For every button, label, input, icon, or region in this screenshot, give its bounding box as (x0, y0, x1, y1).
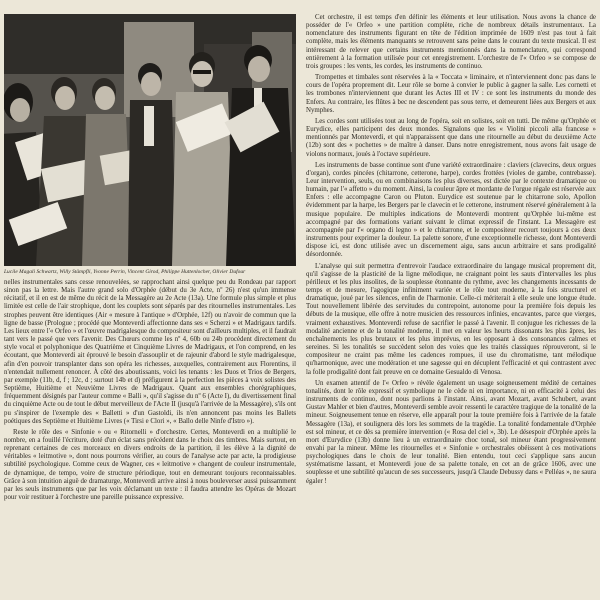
right-paragraph-3: Les cordes sont utilisées tout au long de l'opéra, soit en solistes, soit en tutti. De même qu'Orphée et Eurydice, elles participent des deux mondes. Signalons que les « Violini piccoli alla francese » mentionnés par Monteverdi, et qui n'apparaissent que dans une ritournelle au début du deuxième Acte (12b) sont des « pochettes » de maître à danser. Dans notre enregistrement, nous avons fait usage de violons normaux, joués à l'octave supérieure. (306, 117, 596, 158)
right-paragraph-4: Les instruments de basse continue sont d'une variété extraordinaire : claviers (clavecins, deux orgues d'organ), cordes pincées (chitarrone, cetterone, harpe), cordes frottées (violes de gambe, contrebasse). Leur intervention, seuls, ou en combinaisons les plus diverses, est dictée par le contexte dramatique ou humain, par l'« affetto » du moment. Ainsi, la couleur âpre et mordante de l'orgue régale est réservée aux Enfers : elle accompagne Caron ou Pluton. Eurydice est soutenue par le chitarrone solo, Apollon évidemment par la harpe, les Bergers par le clavecin et le cetterone, instrument réservé généralement à la musique populaire. De multiples indications de Monteverdi montrent qu'Orphée lui-même est accompagné par des formations variant suivant le climat expressif de l'instant. La Messagère est accompagnée par l'« organo di legno » et le chitarrone, et le compositeur recourt toujours à ces deux instruments pour exprimer la douleur. La palette sonore, d'une exceptionnelle richesse, dont Monteverdi dispose ici, est donc utilisée avec un discernement aigu, sans aucun arbitraire et sans prodigalité désordonnée. (306, 161, 596, 259)
left-paragraph-1: nelles instrumentales sans cesse renouvelées, se rapprochant ainsi quelque peu du Rondeau par rapport sinon pas la lettre. Mais l'autre grand solo d'Orphée (début du 3e Acte, nº 26) n'est qu'un immense récitatif, et il en est de même du récit de la Messagère au 2e Acte (13a). Une formule plus simple et plus limitée est celle de l'air strophique, dont les couplets sont séparés par des ritournelles instrumentales. Les strophes peuvent être identiques (Air « mesure à l'antique » d'Orphée, 12f) ou n'avoir de commun que la ligne de basse (Prologue ; procédé que Monteverdi affectionne dans ses « Scherzi » et Madrigaux tardifs. Les lieux entre l'« Orfeo » et l'œuvre madrigalesque du compositeur sont d'ailleurs multiples, et il faudrait tant vers le passé que vers l'avenir. Des Chœurs comme les nº 4, 60b ou 24b procèdent directement du style vocal et polyphonique des Quatrième et Cinquième Livres de Madrigaux, et l'on comprend, en les écoutant, que Monteverdi ait éprouvé le besoin d'assouplir et de rajeunir d'abord le style madrigalesque, afin d'en pouvoir transplanter dans son opéra les richesses, auxquelles, contrairement aux Florentins, il n'entendait nullement renoncer. À côté des aboutissants, voici les tenants : les Duos et Trios de Bergers, par exemple (11b, d, f ; 12c, d ; surtout 14b et d) préfigurent à la perfection les pièces à voix solistes des Septième, Huitième et Neuvième Livres de Madrigaux. Quant aux ensembles chorégraphiques, fréquemment désignés par l'auteur comme « Balli », qu'il s'agisse du nº 6 (Acte I), du divertissement final du cinquième Acte ou de tout le début merveilleux de l'Acte II (jusqu'à l'arrivée de la Messagère), s'ils ont pu s'inspirer de l'exemple des « Balletti » d'un Gastoldi, ils n'en annoncent pas moins les Ballets poétiques des Septième et Huitième Livres (« Tirsi e Clori », « Ballo delle Ninfe d'Istro »). (4, 279, 296, 425)
right-paragraph-1: Cet orchestre, il est temps d'en définir les éléments et leur utilisation. Nous avons la chance de posséder de l'« Orfeo » une partition complète, riche de nombreux détails instrumentaux. La nomenclature des instruments figurant en tête de l'édition imprimée de 1609 n'est pas tout à fait complète, mais les éléments manquants se retrouvent sans peine dans le courant du texte musical. Il est intéressant de relever que certains instruments mentionnés dans la nomenclature, qui correspond entièrement à la formation utilisée pour cet enregistrement. L'orchestre de l'« Orfeo » se compose de trois groupes : les vents, les cordes, les instruments de continuo. (306, 14, 596, 70)
singers-illustration (4, 14, 296, 266)
right-column (306, 14, 596, 594)
right-paragraph-5: L'analyse qui suit permettra d'entrevoir l'audace extraordinaire du langage musical proprement dit, qu'il s'agisse de la plasticité de la ligne mélodique, ne craignant point les sauts d'intervalles les plus périlleux et les plus insolites, de la souplesse étonnante du rythme, avec les changements incessants de temps et de mesure, l'agogique infiniment variée et le rôle tout moderne, à la fois structurel et dramatique, joué par les silences, enfin de l'harmonie. Celle-ci mériterait à elle seule une longue étude. Tout nouvellement libérée des servitudes du contrepoint, autonome pour la première fois depuis les débuts de la musique, elle offre à notre musicien des ressources infinies, encavantes, parce que vierges, vraiment exhaustives. Monteverdi refuse de sacrifier le passé à l'avenir. Il conjugue les richesses de la modalité ancienne et de la tonalité moderne, il met en valeur les heurts dissonants les plus âpres, les enchaînements les plus brutaux et les plus imprévus, en les opposant à des consonances calmes et sereines. Si les tonalités se succèdent selon des voies que les traités classiques réprouveront, si le compositeur ne craint pas même les cadences rompues, il use du chromatisme, tant mélodique qu'harmonique, avec une modération et une sagesse qui en décuplent l'efficacité et qui contrastent avec la folle prodigalité dont fait preuve en ce domaine Gesualdo di Venosa. (306, 262, 596, 376)
left-paragraph-2: Reste le rôle des « Sinfonie » ou « Ritornelli » d'orchestre. Certes, Monteverdi en a multiplié le nombre, en a fouillé l'écriture, doté d'un éclat sans précédent dans le choix des timbres. Mais surtout, en reprenant certaines de ces morceaux en divers endroits de la partition, il les élève à la dignité de véritables « leitmotive », dont nous pourrons vérifier, au cours de l'analyse acte par acte, la prodigieuse subtilité psychologique. Comme ceux de Wagner, ces « leitmotive » changent de couleur instrumentale, de dynamique, de tempo, voire de structure périodique, tout en demeurant toujours reconnaissables. Grâce à son intuition aiguë de dramaturge, Monteverdi arrive ainsi à nous bouleverser aussi puissamment par les seuls instruments que par les voix déclamant un texte : il faudra attendre les Opéras de Mozart pour voir restituer à l'orchestre une pareille puissance expressive. (4, 428, 296, 502)
right-paragraph-2: Trompettes et timbales sont réservées à la « Toccata » liminaire, et n'interviennent donc pas dans le cours de l'opéra proprement dit. Leur rôle se borne à convier le public à gagner la salle. Les cornetti et les trombones n'interviennent que durant les Actes III et IV : ce sont les instruments du monde des Enfers. Au contraire, les flûtes à bec ne descendent pas sous terre, et demeurent liées aux Bergers et aux Nymphes. (306, 74, 596, 114)
right-paragraph-6: Un examen attentif de l'« Orfeo » révèle également un usage soigneusement médité de certaines tonalités, dont le rôle expressif et symbolique ne le cède ni en importance, ni en efficacité à celui des instruments de continuo, dont nous parlions à l'instant. Ainsi, avant Mozart, avant Schubert, avant Gustav Mahler et bien d'autres, Monteverdi semble avoir ressenti le caractère tragique de la tonalité de la mineur. Soigneusement tenue en réserve, elle apparaît pour la toute première fois à l'arrivée de la fatale Messagère (13a), et soulignera dès lors les sommets de la tragédie. La tonalité fondamentale d'Orphée est sol mineur, et ce dès sa première intervention (« Rosa del ciel », 3b). Le désespoir d'Orphée après la mort d'Eurydice (13b) donne lieu à un extraordinaire choc tonal, sol mineur étant progressivement envahi par la mineur. Même les ritournelles et « Sinfonie » orchestrales obéissent à ces motivations psychologiques dans le choix de leur tonalité. Bien entendu, tout ceci s'applique sans aucun systématisme lassant, et Monteverdi joue de sa palette tonale, en cet an de grâce 1606, avec une souplesse et une subtilité qu'aucun de ses successeurs, jusqu'à Claude Debussy dans « Pelléas », ne saura égaler ! (306, 379, 596, 485)
ensemble-photo (4, 14, 296, 266)
photo-caption: Lucile Magali Schwartz, Willy Stämpfli, Yvonne Perrin, Vincent Girod, Philippe Huttenlocher, Olivier Dufour (4, 269, 246, 275)
left-column (4, 14, 296, 594)
